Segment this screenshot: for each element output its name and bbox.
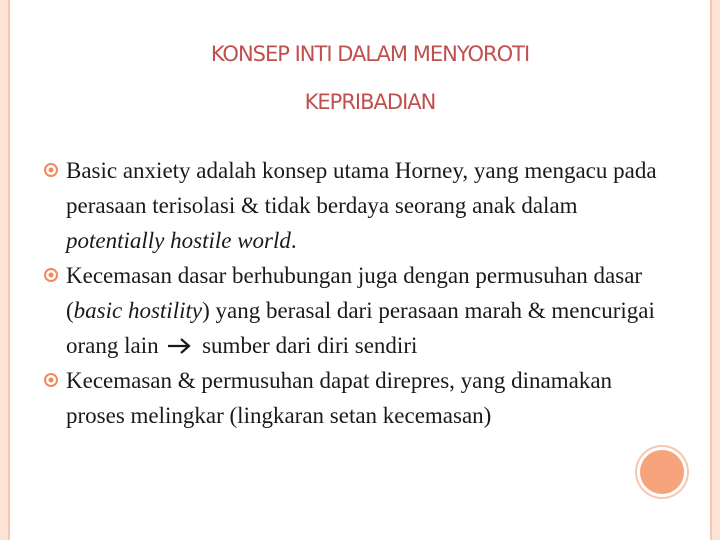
bullet-2-text: Kecemasan dasar berhubungan juga dengan permusuhan dasar ( [66, 263, 643, 323]
bullet-3-text: Kecemasan & permusuhan dapat direpres, yang dinamakan proses melingkar (lingkaran setan kecemasan) [66, 368, 613, 428]
left-border-line [8, 0, 10, 540]
right-arrow-icon [166, 337, 192, 355]
bullet-1-emphasis: potentially hostile world [66, 228, 291, 253]
decorative-circle-icon [640, 450, 684, 494]
slide-title-line-2: KEPRIBADIAN [304, 90, 436, 114]
bullet-item-1 [44, 153, 664, 258]
slide-title [130, 30, 610, 126]
circle-bullet-icon [44, 373, 58, 387]
bullet-1-text: Basic anxiety adalah konsep utama Horney, yang mengacu pada perasaan terisolasi & tidak berdaya seorang anak dalam [66, 158, 657, 218]
right-border-line [710, 0, 712, 540]
slide-title-line-1: KONSEP INTI DALAM MENYOROTI [210, 42, 530, 66]
bullet-item-3 [44, 363, 664, 433]
bullet-2-middle: ) yang berasal dari perasaan marah & mencurigai orang lain [66, 298, 655, 358]
bullet-item-2 [44, 258, 664, 363]
left-border-band [0, 0, 8, 540]
bullet-2-emphasis: basic hostility [73, 298, 203, 323]
bullet-1-tail: . [290, 228, 297, 253]
right-border-band [712, 0, 720, 540]
circle-bullet-icon [44, 268, 58, 282]
bullet-2-tail: sumber dari diri sendiri [196, 333, 418, 358]
circle-bullet-icon [44, 163, 58, 177]
bullet-list [44, 153, 664, 433]
